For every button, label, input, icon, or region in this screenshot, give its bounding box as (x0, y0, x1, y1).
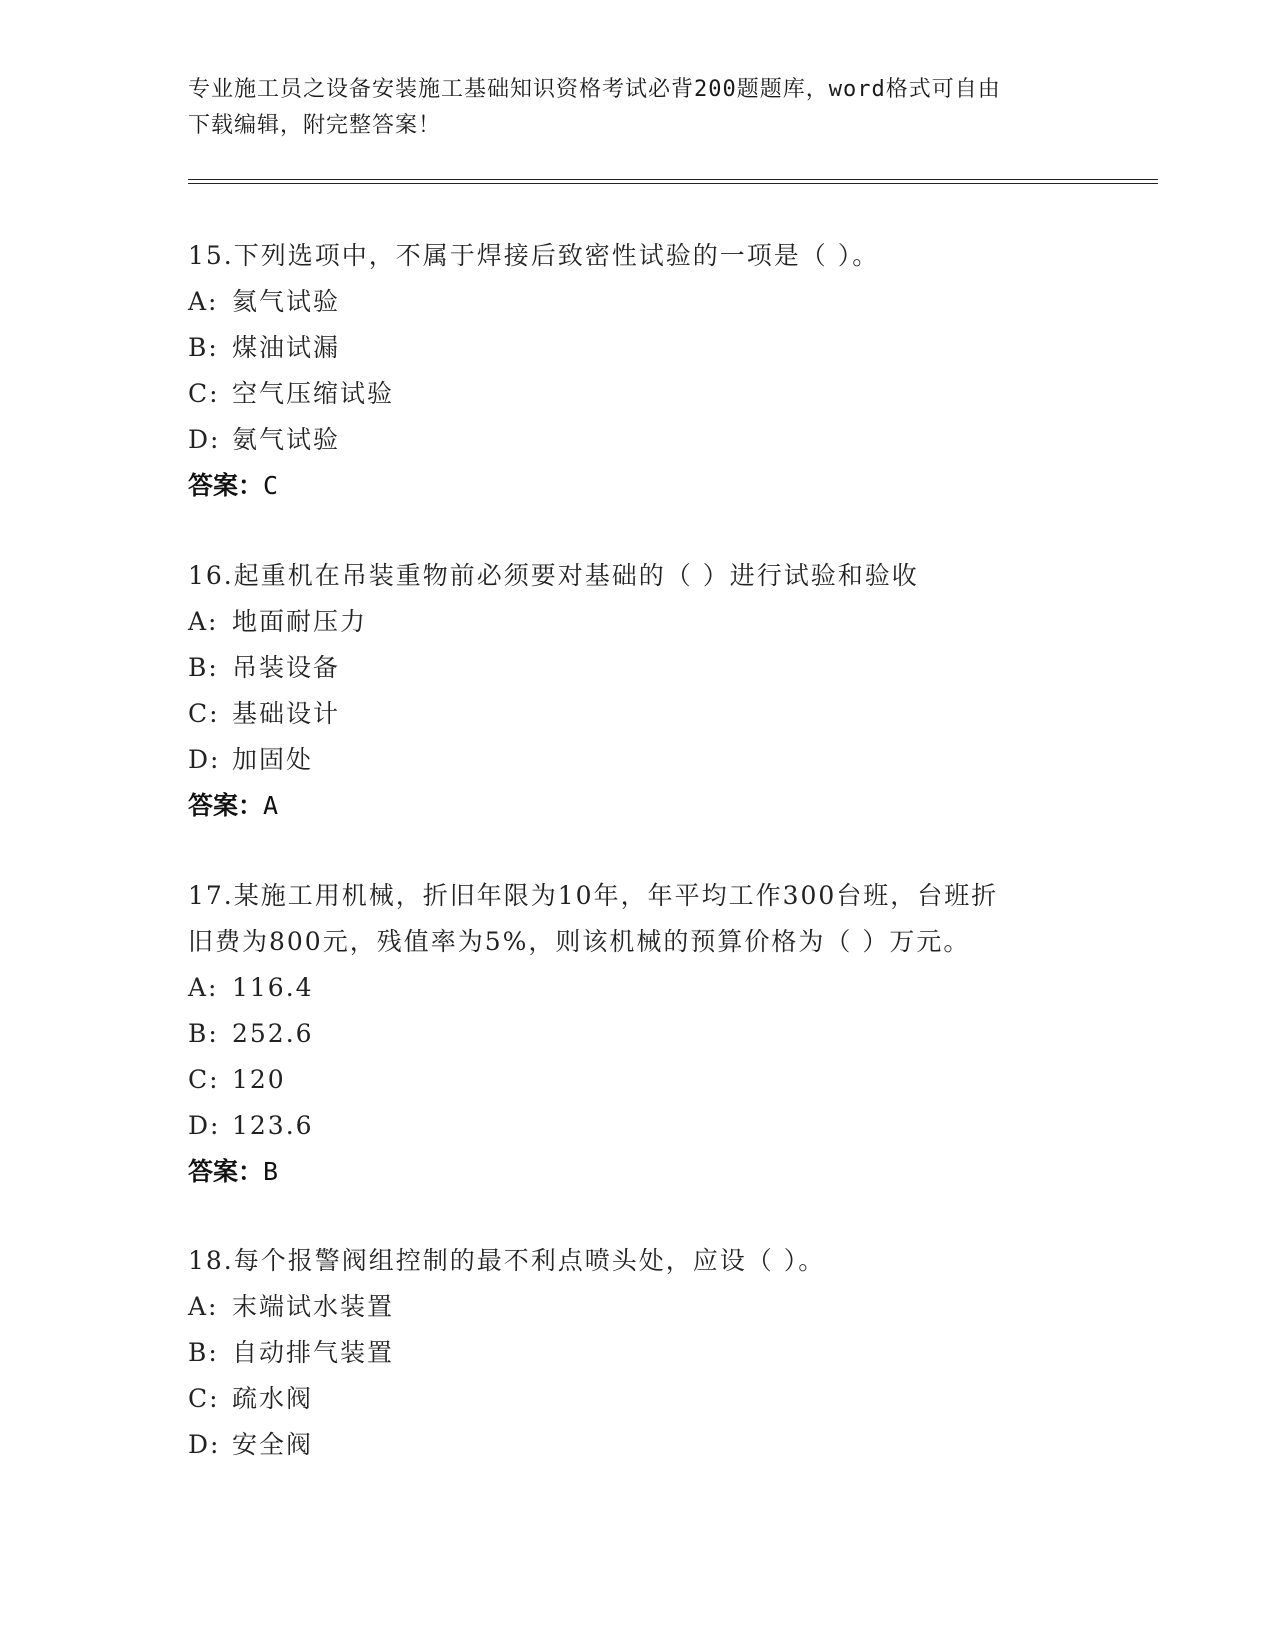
option-text: 末端试水装置 (232, 1292, 395, 1321)
answer-line (188, 1149, 1088, 1195)
question-text: 18.每个报警阀组控制的最不利点喷头处，应设（ ）。 (188, 1246, 826, 1275)
option-letter: D: (188, 1430, 221, 1459)
answer-value: B (263, 1157, 279, 1186)
option-text: 安全阀 (232, 1430, 314, 1459)
option-text: 吊装设备 (232, 653, 341, 682)
header-line-2: 下载编辑，附完整答案！ (188, 113, 442, 138)
option-text: 120 (232, 1065, 286, 1094)
option-b (188, 325, 1088, 371)
option-d (188, 417, 1088, 463)
header-divider-top (188, 179, 1158, 180)
question-text-line-2: 旧费为800元，残值率为5%，则该机械的预算价格为（ ）万元。 (188, 927, 971, 956)
answer-value: A (263, 791, 279, 820)
option-letter: A: (188, 973, 219, 1002)
option-c (188, 691, 1088, 737)
option-a (188, 599, 1088, 645)
option-text: 煤油试漏 (232, 333, 341, 362)
option-letter: D: (188, 425, 221, 454)
option-letter: B: (188, 1338, 219, 1367)
option-text: 氨气试验 (232, 425, 341, 454)
option-text: 氦气试验 (232, 287, 341, 316)
option-text: 116.4 (232, 973, 314, 1002)
option-a (188, 1284, 1088, 1330)
question-17 (188, 873, 1088, 1195)
option-letter: B: (188, 1019, 219, 1048)
answer-label: 答案： (188, 791, 264, 820)
document-header (188, 72, 1088, 144)
question-18 (188, 1238, 1088, 1468)
option-letter: C: (188, 1384, 220, 1413)
option-c (188, 371, 1088, 417)
question-text: 16.起重机在吊装重物前必须要对基础的（ ）进行试验和验收 (188, 561, 919, 590)
answer-value: C (263, 471, 279, 500)
option-d (188, 737, 1088, 783)
header-line-1: 专业施工员之设备安装施工基础知识资格考试必背200题题库，word格式可自由 (188, 77, 1001, 102)
option-b (188, 1011, 1088, 1057)
question-text-line-1: 17.某施工用机械，折旧年限为10年，年平均工作300台班，台班折 (188, 881, 999, 910)
option-b (188, 1330, 1088, 1376)
question-text: 15.下列选项中，不属于焊接后致密性试验的一项是（ ）。 (188, 241, 880, 270)
option-letter: A: (188, 287, 219, 316)
option-letter: A: (188, 607, 219, 636)
header-divider-bottom (188, 183, 1158, 184)
option-b (188, 645, 1088, 691)
option-d (188, 1422, 1088, 1468)
question-15 (188, 233, 1088, 509)
option-letter: C: (188, 379, 220, 408)
option-letter: D: (188, 1111, 221, 1140)
option-text: 疏水阀 (232, 1384, 314, 1413)
option-letter: D: (188, 745, 221, 774)
option-text: 自动排气装置 (232, 1338, 395, 1367)
option-letter: A: (188, 1292, 219, 1321)
option-a (188, 279, 1088, 325)
option-text: 基础设计 (232, 699, 341, 728)
answer-line (188, 783, 1088, 829)
option-text: 123.6 (232, 1111, 314, 1140)
answer-line (188, 463, 1088, 509)
option-letter: C: (188, 699, 220, 728)
answer-label: 答案： (188, 1157, 264, 1186)
option-d (188, 1103, 1088, 1149)
option-text: 252.6 (232, 1019, 314, 1048)
option-letter: B: (188, 653, 219, 682)
option-letter: B: (188, 333, 219, 362)
answer-label: 答案： (188, 471, 264, 500)
option-c (188, 1376, 1088, 1422)
option-a (188, 965, 1088, 1011)
option-text: 空气压缩试验 (232, 379, 395, 408)
option-text: 地面耐压力 (232, 607, 368, 636)
option-letter: C: (188, 1065, 220, 1094)
option-text: 加固处 (232, 745, 314, 774)
option-c (188, 1057, 1088, 1103)
question-16 (188, 553, 1088, 829)
